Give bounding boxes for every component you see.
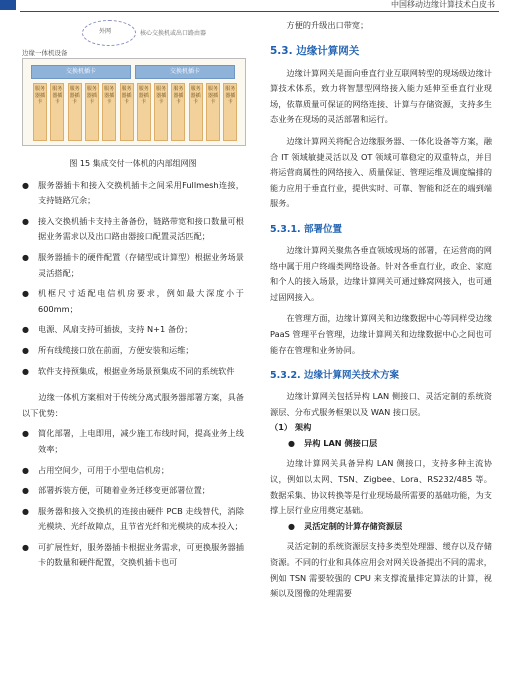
list-item: ● 服务器插卡和接入交换机插卡之间采用Fullmesh连接，支持链路冗余； xyxy=(22,178,244,209)
list-item: ● 占用空间少，可用于小型电信机房； xyxy=(22,463,244,479)
advantages-intro: 边缘一体机方案相对于传统分离式服务器部署方案，具备以下优势： xyxy=(22,392,244,418)
management-paragraph: 在管理方面，边缘计算网关和边缘数据中心等同样受边缘 PaaS 管理平台管理，边缘计算网关和边缘数据中心之间也可能存在管理和业务协同。 xyxy=(270,313,492,355)
list-item: ● 机框尺寸适配电信机房要求，例如最大深度小于600mm； xyxy=(22,286,244,317)
server-card: 服务器插卡 xyxy=(223,83,237,141)
resource-layer-bullet: ● 灵活定制的计算存储资源层 xyxy=(288,519,492,535)
server-card: 服务器插卡 xyxy=(171,83,185,141)
list-item: ● 服务器插卡的硬件配置（存储型或计算型）根据业务场景灵活搭配； xyxy=(22,250,244,281)
figure-caption: 图 15 集成交付一体机的内部组网图 xyxy=(69,159,197,168)
switch-card-1: 交换机插卡 xyxy=(31,65,131,79)
list-item: ● 接入交换机插卡支持主备备份，链路带宽和接口数量可根据业务需求以及出口路由器接口配置灵活匹配； xyxy=(22,214,244,245)
list-item: ● 软件支持预集成，根据业务场景预集成不同的系统软件 xyxy=(22,364,244,380)
lan-layer-bullet: ● 异构 LAN 侧接口层 xyxy=(288,436,492,452)
network-diagram xyxy=(22,18,244,146)
deployment-paragraph: 边缘计算网关聚焦各垂直领域现场的部署，在运营商的网络中属于用户终端类网络设备。针对各垂直行业，政企、家庭和个人的接入场景，边缘计算网关可通过蜂窝网接入，也可通过固网接入。 xyxy=(270,244,492,302)
gateway-intro-paragraph: 边缘计算网关是面向垂直行业互联网转型的现场级边缘计算技术体系，致力将智慧型网络接入能力延伸至垂直行业现场，依靠质量可保证的网络连接、计算与存储资源，支持多生态业务在现场的灵活部署和运行。 xyxy=(270,67,492,125)
list-item: ● 所有线缆接口放在前面，方便安装和运维； xyxy=(22,343,244,359)
advantages-list xyxy=(22,426,244,571)
architecture-label: （1） 架构 xyxy=(270,422,312,433)
server-card: 服务器插卡 xyxy=(68,83,82,141)
lan-layer-paragraph: 边缘计算网关具备异构 LAN 侧接口，支持多种主流协议，例如以太网、TSN、Zigbee、Lora、RS232/485 等。数据采集、协议转换等是行业现场最所需要的基础功能，为支撑上层行业应用奠定基础。 xyxy=(270,458,492,516)
list-item: ● 电源、风扇支持可插拔，支持 N+1 备份； xyxy=(22,322,244,338)
right-column xyxy=(270,18,492,602)
core-switch-label: 核心交换机或出口路由器 xyxy=(140,30,207,37)
server-card: 服务器插卡 xyxy=(206,83,220,141)
running-header-title: 中国移动边缘计算技术白皮书 xyxy=(391,0,495,9)
header-rule xyxy=(20,11,499,12)
section-heading: 5.3. 边缘计算网关 xyxy=(270,44,360,57)
solution-paragraph: 边缘计算网关包括异构 LAN 侧接口、灵活定制的系统资源层、分布式服务框架以及 WAN 接口层。 xyxy=(270,391,492,417)
list-item: ● 可扩展性好，服务器插卡根据业务需求，可更换服务器插卡的数量和硬件配置，交换机插卡也可 xyxy=(22,540,244,571)
header-accent-bar xyxy=(0,0,16,10)
left-column xyxy=(22,18,244,576)
cloud-label: 外网 xyxy=(99,28,112,35)
server-card: 服务器插卡 xyxy=(189,83,203,141)
appliance-box xyxy=(22,58,246,146)
switch-card-2: 交换机插卡 xyxy=(135,65,235,79)
subsection-heading-solution: 5.3.2. 边缘计算网关技术方案 xyxy=(270,370,399,382)
server-card: 服务器插卡 xyxy=(137,83,151,141)
list-item: ● 服务器和接入交换机的连接由硬件 PCB 走线替代，消除光模块、光纤故障点，且节省光纤和光模块的成本投入； xyxy=(22,504,244,535)
resource-layer-paragraph: 灵活定制的系统资源层支持多类型处理器、缓存以及存储资源。不同的行业和具体应用会对网关设备提出不同的需求，例如 TSN 需要较强的 CPU 来支撑流量排定算法的计算，视频以及图像的处理需要 xyxy=(270,541,492,599)
gateway-features-paragraph: 边缘计算网关将配合边缘服务器、一体化设备等方案，融合 IT 领域敏捷灵活以及 OT 领域可靠稳定的双重特点，并目将运营商属性的网络接入、质量保证、管理运维及调度编排的能力应用于垂直行业，提供实时、可靠、智能和泛在的端到端服务。 xyxy=(270,135,492,209)
server-card: 服务器插卡 xyxy=(33,83,47,141)
continued-text: 方便的升级出口带宽； xyxy=(286,20,369,30)
server-card: 服务器插卡 xyxy=(120,83,134,141)
server-card: 服务器插卡 xyxy=(85,83,99,141)
appliance-label: 边缘一体机设备 xyxy=(22,49,68,57)
list-item: ● 部署拆装方便，可随着业务迁移变更部署位置； xyxy=(22,483,244,499)
server-card: 服务器插卡 xyxy=(102,83,116,141)
list-item: ● 简化部署，上电即用，减少施工布线时间，提高业务上线效率； xyxy=(22,426,244,457)
server-card: 服务器插卡 xyxy=(50,83,64,141)
subsection-heading-deployment: 5.3.1. 部署位置 xyxy=(270,223,342,235)
server-card: 服务器插卡 xyxy=(154,83,168,141)
feature-list xyxy=(22,178,244,380)
